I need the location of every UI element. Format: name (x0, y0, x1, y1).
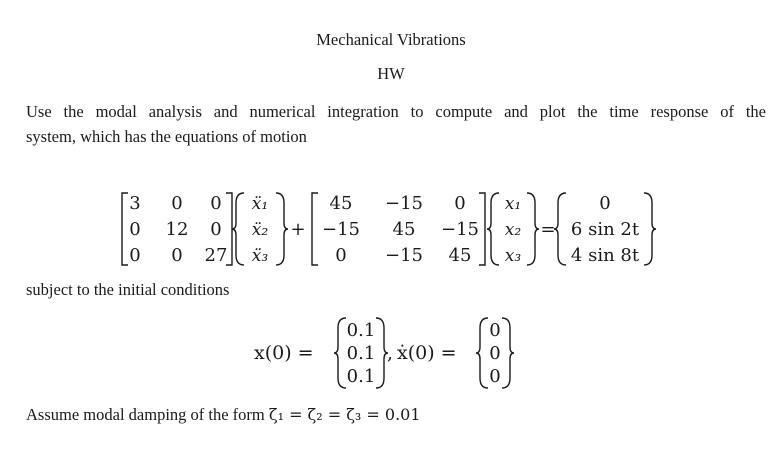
mass-entry: 12 (165, 219, 189, 240)
mass-entry: 0 (171, 245, 183, 266)
xdot0-label: ẋ(0) = (397, 342, 457, 364)
initial-conditions-equation (0, 312, 782, 394)
disp-entry: x₁ (504, 194, 522, 214)
mass-entry: 0 (129, 245, 141, 266)
force-left-brace (554, 193, 566, 265)
stiffness-entry: −15 (322, 219, 360, 240)
mass-entry: 0 (210, 219, 222, 240)
accel-entry: ẍ₃ (251, 246, 269, 266)
stiffness-entry: 0 (335, 245, 347, 266)
x0-left-brace (334, 318, 346, 388)
stiffness-entry: 0 (454, 193, 466, 214)
equation-of-motion (0, 185, 782, 273)
stiffness-entry: −15 (385, 193, 423, 214)
initial-conditions-label: subject to the initial conditions (26, 280, 230, 299)
comma-separator: , (387, 342, 394, 364)
equals-sign: = (540, 219, 556, 240)
damping-statement (26, 405, 421, 425)
stiffness-entry: 45 (329, 193, 353, 214)
accel-right-brace (276, 193, 288, 265)
xdot0-entry: 0 (489, 320, 501, 341)
damping-text: Assume modal damping of the form (26, 405, 269, 424)
accel-entry: ẍ₁ (251, 194, 269, 214)
force-entry: 4 sin 8t (570, 245, 640, 266)
x0-label: x(0) = (254, 342, 314, 364)
mass-entry: 0 (210, 193, 222, 214)
intro-line-2: system, which has the equations of motion (26, 127, 307, 146)
xdot0-entry: 0 (489, 343, 501, 364)
force-entry: 6 sin 2t (570, 219, 640, 240)
stiffness-right-bracket (479, 193, 485, 265)
xdot0-entry: 0 (489, 366, 501, 387)
x0-entry: 0.1 (346, 366, 376, 387)
mass-left-bracket (122, 193, 128, 265)
mass-entry: 0 (171, 193, 183, 214)
disp-entry: x₂ (504, 220, 522, 240)
stiffness-entry: −15 (385, 245, 423, 266)
force-right-brace (644, 193, 656, 265)
mass-entry: 3 (129, 193, 141, 214)
mass-entry: 0 (129, 219, 141, 240)
xdot0-right-brace (502, 318, 514, 388)
x0-entry: 0.1 (346, 343, 376, 364)
x0-entry: 0.1 (346, 320, 376, 341)
stiffness-entry: 45 (392, 219, 416, 240)
disp-entry: x₃ (504, 246, 522, 266)
plus-sign: + (290, 219, 306, 240)
damping-equation: ζ₁ = ζ₂ = ζ₃ = 0.01 (268, 405, 421, 424)
stiffness-entry: 45 (448, 245, 472, 266)
disp-left-brace (487, 193, 499, 265)
disp-right-brace (527, 193, 539, 265)
stiffness-entry: −15 (441, 219, 479, 240)
accel-left-brace (232, 193, 244, 265)
mass-entry: 27 (204, 245, 228, 266)
subtitle: HW (377, 64, 405, 83)
intro-line-1: Use the modal analysis and numerical integration to compute and plot the time response of the (26, 102, 766, 121)
accel-entry: ẍ₂ (251, 220, 269, 240)
intro-paragraph (26, 99, 766, 149)
xdot0-left-brace (476, 318, 488, 388)
stiffness-left-bracket (312, 193, 318, 265)
page-title: Mechanical Vibrations (316, 30, 466, 49)
force-entry: 0 (599, 193, 611, 214)
